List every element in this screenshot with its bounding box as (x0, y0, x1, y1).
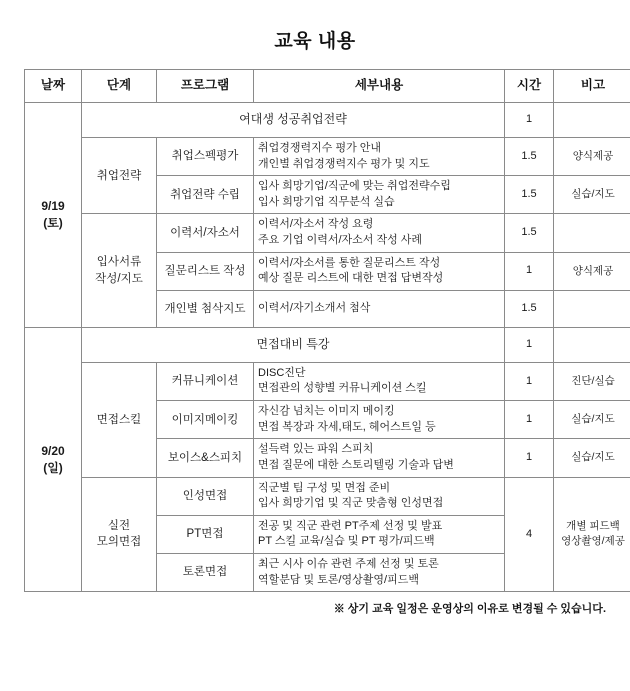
note-line-1: 개별 피드백 (566, 520, 620, 533)
program-cell: 취업전략 수립 (157, 176, 254, 214)
detail-line-1: 전공 및 직군 관련 PT주제 선정 및 발표 (258, 519, 443, 532)
column-header-program: 프로그램 (157, 70, 254, 103)
date-cell-day2 (25, 327, 82, 591)
time-cell: 1.5 (505, 138, 554, 176)
note-cell: 양식제공 (554, 138, 630, 176)
detail-line-2: 입사 희망기업 및 직군 맞춤형 인성면접 (258, 497, 444, 510)
detail-line-1: 이력서/자소서를 통한 질문리스트 작성 (258, 256, 441, 269)
time-cell: 1 (505, 439, 554, 477)
table-row (25, 477, 630, 515)
time-cell: 1 (505, 362, 554, 400)
detail-cell (254, 176, 505, 214)
detail-cell (254, 515, 505, 553)
date-cell-day1 (25, 103, 82, 328)
note-cell-mock-interview (554, 477, 630, 592)
program-cell: 커뮤니케이션 (157, 362, 254, 400)
note-cell: 진단/실습 (554, 362, 630, 400)
date-line-2: (토) (43, 215, 63, 230)
note-cell: 실습/지도 (554, 401, 630, 439)
stage-line-1: 입사서류 (96, 256, 142, 269)
column-header-stage: 단계 (82, 70, 157, 103)
detail-cell (254, 138, 505, 176)
time-cell: 1.5 (505, 290, 554, 327)
time-cell: 1.5 (505, 214, 554, 252)
table-row (25, 138, 630, 176)
detail-cell (254, 553, 505, 591)
detail-line-1: 최근 시사 이슈 관련 주제 선정 및 토론 (258, 557, 439, 570)
program-cell: 취업스펙평가 (157, 138, 254, 176)
detail-line-1: DISC진단 (258, 366, 306, 379)
education-schedule-table (24, 69, 630, 592)
column-header-detail: 세부내용 (254, 70, 505, 103)
program-cell: 이력서/자소서 (157, 214, 254, 252)
detail-line-2: 입사 희망기업 직무분석 실습 (258, 195, 395, 208)
detail-line-2: 개인별 취업경쟁력지수 평가 및 지도 (258, 157, 430, 170)
column-header-time: 시간 (505, 70, 554, 103)
detail-cell (254, 401, 505, 439)
note-cell (554, 290, 630, 327)
note-cell (554, 214, 630, 252)
footnote: ※ 상기 교육 일정은 운영상의 이유로 변경될 수 있습니다. (333, 603, 606, 616)
detail-cell (254, 439, 505, 477)
date-line-1: 9/19 (41, 198, 65, 213)
banner-time-day1: 1 (505, 103, 554, 138)
detail-line-2: 면접 복장과 자세,태도, 헤어스트일 등 (258, 420, 436, 433)
column-header-date: 날짜 (25, 70, 82, 103)
program-cell: 이미지메이킹 (157, 401, 254, 439)
special-lecture-banner-day2: 면접대비 특강 (82, 327, 505, 362)
detail-line-1: 자신감 넘치는 이미지 메이킹 (258, 405, 395, 418)
detail-line-1: 이력서/자소서 작성 요령 (258, 218, 374, 231)
time-cell: 1.5 (505, 176, 554, 214)
detail-line-1: 입사 희망기업/직군에 맞는 취업전략수립 (258, 180, 451, 193)
detail-cell (254, 252, 505, 290)
detail-cell (254, 214, 505, 252)
detail-line-2: PT 스킬 교육/실습 및 PT 평가/피드백 (258, 535, 435, 548)
detail-line-2: 면접관의 성향별 커뮤니케이션 스킬 (258, 382, 427, 395)
stage-cell-application-docs (82, 214, 157, 327)
program-cell: 질문리스트 작성 (157, 252, 254, 290)
time-cell: 1 (505, 401, 554, 439)
stage-line-2: 모의면접 (96, 536, 142, 549)
detail-line-1: 직군별 팀 구성 및 면접 준비 (258, 481, 391, 494)
date-line-2: (일) (43, 460, 63, 475)
stage-cell-mock-interview (82, 477, 157, 592)
time-cell-mock-interview: 4 (505, 477, 554, 592)
program-cell: 토론면접 (157, 553, 254, 591)
table-header (25, 70, 630, 103)
table-row (25, 327, 630, 362)
table-header-row (25, 70, 630, 103)
column-header-note: 비고 (554, 70, 630, 103)
time-cell: 1 (505, 252, 554, 290)
detail-cell: 이력서/자기소개서 첨삭 (254, 290, 505, 327)
table-row (25, 103, 630, 138)
note-line-2: 영상촬영/제공 (561, 535, 625, 548)
table-row (25, 214, 630, 252)
program-cell: PT면접 (157, 515, 254, 553)
table-body (25, 103, 630, 592)
detail-cell (254, 362, 505, 400)
stage-line-2: 작성/지도 (95, 272, 143, 285)
note-cell: 실습/지도 (554, 176, 630, 214)
special-lecture-banner-day1: 여대생 성공취업전략 (82, 103, 505, 138)
stage-cell-job-strategy: 취업전략 (82, 138, 157, 214)
table-row (25, 362, 630, 400)
detail-line-2: 역할분담 및 토론/영상촬영/피드백 (258, 573, 419, 586)
note-cell: 실습/지도 (554, 439, 630, 477)
date-line-1: 9/20 (41, 443, 65, 458)
detail-line-1: 취업경쟁력지수 평가 안내 (258, 142, 381, 154)
stage-line-1: 실전 (107, 520, 131, 533)
detail-line-1: 설득력 있는 파워 스피치 (258, 443, 374, 456)
program-cell: 인성면접 (157, 477, 254, 515)
banner-time-day2: 1 (505, 327, 554, 362)
page-title: 교육 내용 (274, 31, 356, 52)
stage-cell-interview-skill: 면접스킬 (82, 362, 157, 477)
detail-cell (254, 477, 505, 515)
detail-line-2: 면접 질문에 대한 스토리텔링 기술과 답변 (258, 458, 454, 471)
detail-line-2: 예상 질문 리스트에 대한 면접 답변작성 (258, 272, 444, 285)
banner-note-day2 (554, 327, 630, 362)
banner-note-day1 (554, 103, 630, 138)
program-cell: 보이스&스피치 (157, 439, 254, 477)
detail-line-2: 주요 기업 이력서/자소서 작성 사례 (258, 234, 423, 247)
program-cell: 개인별 첨삭지도 (157, 290, 254, 327)
note-cell: 양식제공 (554, 252, 630, 290)
